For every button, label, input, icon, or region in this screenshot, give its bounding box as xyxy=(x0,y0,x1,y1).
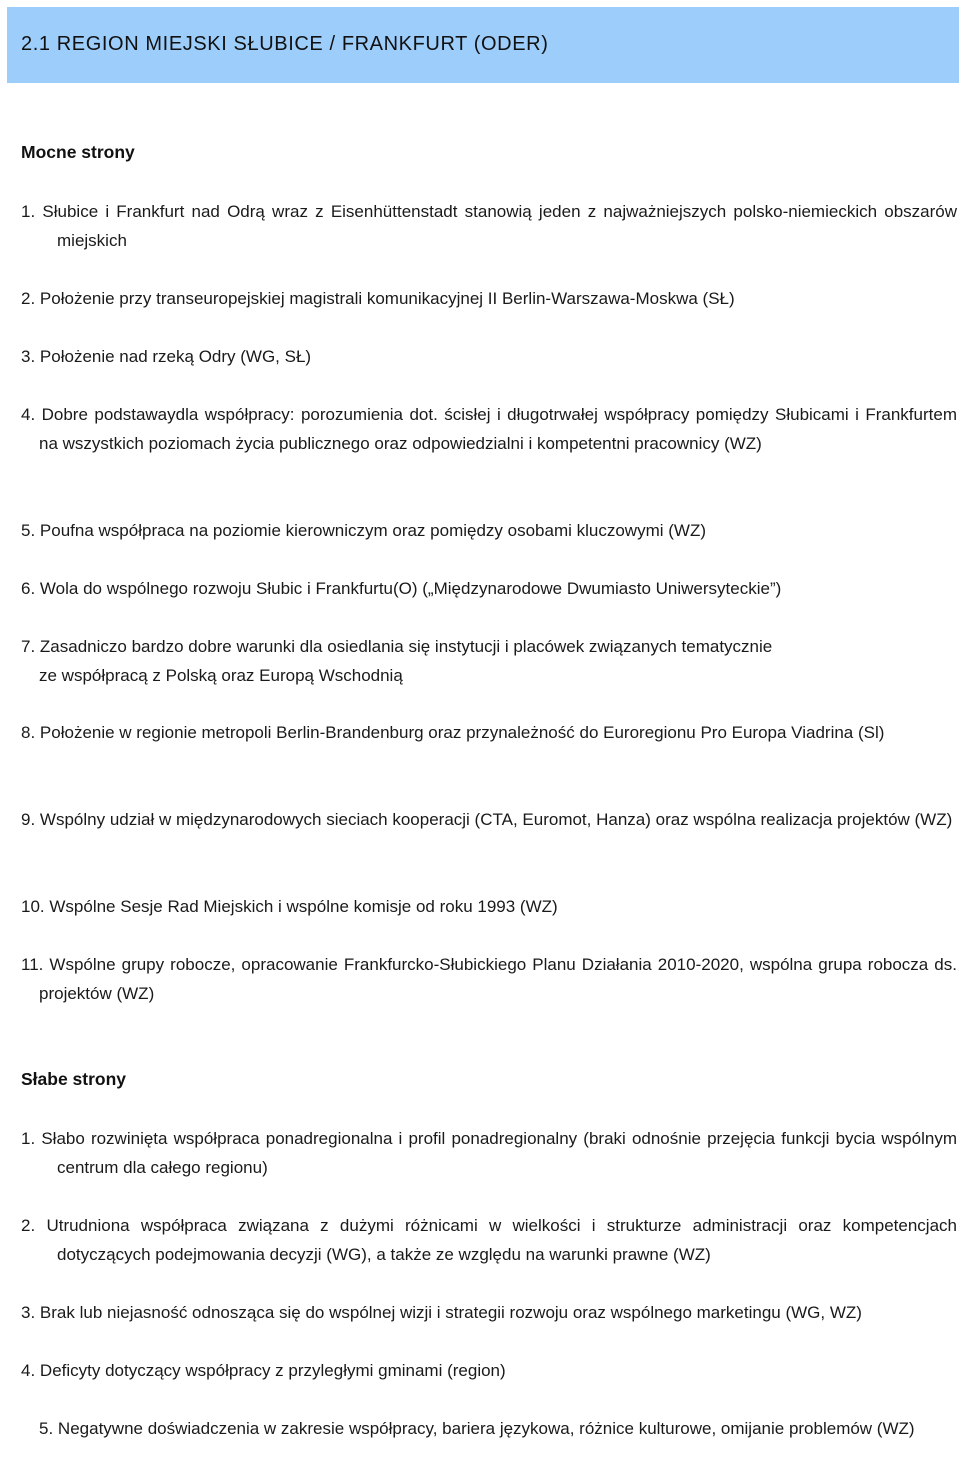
strengths-heading: Mocne strony xyxy=(21,142,135,162)
item-text: Poufna współpraca na poziomie kierowniczym oraz pomiędzy osobami kluczowymi (WZ) xyxy=(39,521,706,540)
strength-item-7 xyxy=(21,632,781,690)
item-number: 6. xyxy=(21,579,36,598)
item-number: 1. xyxy=(21,202,36,221)
strength-item-4 xyxy=(21,400,957,458)
weakness-item-1 xyxy=(21,1124,957,1182)
item-text: Położenie nad rzeką Odry (WG, SŁ) xyxy=(39,347,312,366)
item-number: 2. xyxy=(21,289,36,308)
strength-item-6 xyxy=(21,574,957,603)
item-number: 2. xyxy=(21,1216,36,1235)
strength-item-3 xyxy=(21,342,957,371)
item-number: 3. xyxy=(21,1303,36,1322)
strength-item-8 xyxy=(21,718,957,747)
item-number: 7. xyxy=(21,637,36,656)
item-number: 4. xyxy=(21,405,36,424)
item-text: Wola do wspólnego rozwoju Słubic i Frankfurtu(O) („Międzynarodowe Dwumiasto Uniwersyteckie”) xyxy=(39,579,782,598)
weakness-item-3 xyxy=(21,1298,957,1327)
item-number: 9. xyxy=(21,810,36,829)
item-number: 11. xyxy=(21,955,44,974)
strength-item-11 xyxy=(21,950,957,1008)
item-number: 5. xyxy=(21,521,36,540)
strength-item-10 xyxy=(21,892,957,921)
item-text: Brak lub niejasność odnosząca się do wspólnej wizji i strategii rozwoju oraz wspólnego marketingu (WG, WZ) xyxy=(39,1303,862,1322)
item-text: Dobre podstawaydla współpracy: porozumienia dot. ścisłej i długotrwałej współpracy pomiędzy Słubicami i Frankfurtem na wszystkich poziomach życia publicznego oraz odpowiedzialni i kompetentni pracownicy (WZ) xyxy=(39,405,957,453)
item-number: 8. xyxy=(21,723,36,742)
item-text: Deficyty dotyczący współpracy z przyległymi gminami (region) xyxy=(39,1361,506,1380)
item-text: Położenie przy transeuropejskiej magistrali komunikacyjnej II Berlin-Warszawa-Moskwa (SŁ) xyxy=(39,289,735,308)
item-text: Położenie w regionie metropoli Berlin-Brandenburg oraz przynależność do Euroregionu Pro Europa Viadrina (Sl) xyxy=(39,723,885,742)
strength-item-5 xyxy=(21,516,957,545)
strength-item-1 xyxy=(21,197,957,255)
weakness-item-5 xyxy=(39,1414,957,1443)
item-text: Negatywne doświadczenia w zakresie współpracy, bariera językowa, różnice kulturowe, omijanie problemów (WZ) xyxy=(57,1419,915,1438)
item-text: Słubice i Frankfurt nad Odrą wraz z Eisenhüttenstadt stanowią jeden z najważniejszych polsko-niemieckich obszarów miejskich xyxy=(42,202,957,250)
section-title: 2.1 REGION MIEJSKI SŁUBICE / FRANKFURT (ODER) xyxy=(21,33,549,55)
item-number: 5. xyxy=(39,1419,54,1438)
item-number: 1. xyxy=(21,1129,36,1148)
weakness-item-4 xyxy=(21,1356,957,1385)
strength-item-9 xyxy=(21,805,957,834)
item-text: Zasadniczo bardzo dobre warunki dla osiedlania się instytucji i placówek związanych tematycznie ze współpracą z Polską oraz Europą Wschodnią xyxy=(39,637,773,685)
item-number: 10. xyxy=(21,897,45,916)
item-text: Utrudniona współpraca związana z dużymi różnicami w wielkości i strukturze administracji oraz kompetencjach dotyczących podejmowania decyzji (WG), a także ze względu na warunki prawne (WZ) xyxy=(46,1216,957,1264)
strength-item-2 xyxy=(21,284,957,313)
section-header-band xyxy=(7,7,959,83)
weaknesses-heading: Słabe strony xyxy=(21,1069,127,1089)
item-text: Wspólne grupy robocze, opracowanie Frankfurcko-Słubickiego Planu Działania 2010-2020, wspólna grupa robocza ds. projektów (WZ) xyxy=(39,955,957,1003)
item-number: 3. xyxy=(21,347,36,366)
weakness-item-2 xyxy=(21,1211,957,1269)
item-text: Wspólny udział w międzynarodowych sieciach kooperacji (CTA, Euromot, Hanza) oraz wspólna realizacja projektów (WZ) xyxy=(39,810,953,829)
item-number: 4. xyxy=(21,1361,36,1380)
item-text: Słabo rozwinięta współpraca ponadregionalna i profil ponadregionalny (braki odnośnie przejęcia funkcji bycia wspólnym centrum dla całego regionu) xyxy=(41,1129,957,1177)
item-text: Wspólne Sesje Rad Miejskich i wspólne komisje od roku 1993 (WZ) xyxy=(49,897,558,916)
